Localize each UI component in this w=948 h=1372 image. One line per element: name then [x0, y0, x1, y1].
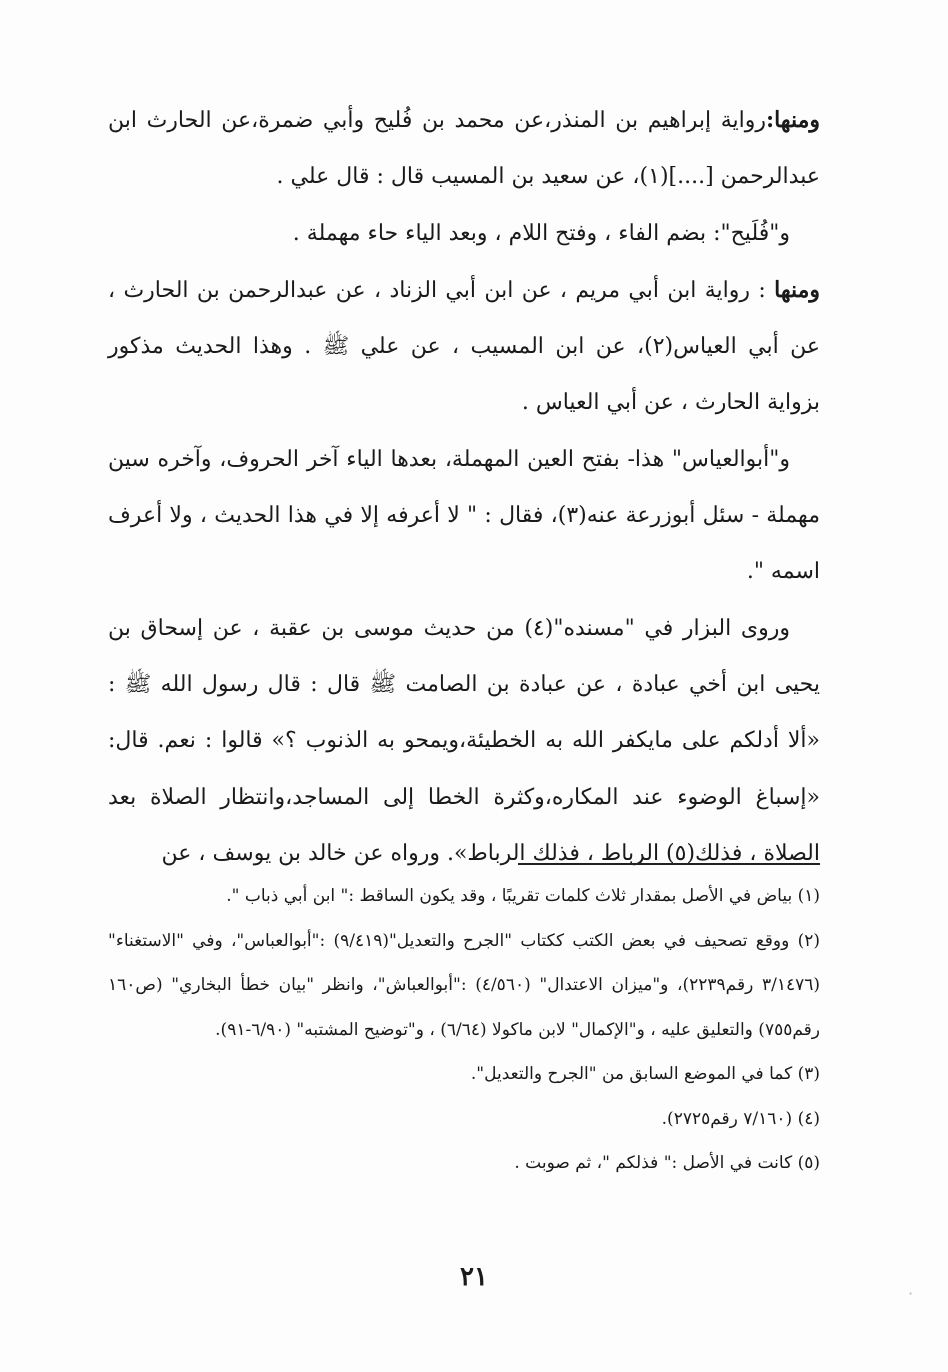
- footnote-2: (٢) ووقع تصحيف في بعض الكتب ككتاب "الجرح والتعديل"(٩/٤١٩) :"أبوالعباس"، وفي "الاستغناء" (٣/١٤٧٦ رقم٢٢٣٩)، و"ميزان الاعتدال" (٤/٥٦٠) :"أبوالعباش"، وانظر "بيان خطأ البخاري" (ص١٦٠ رقم٧٥٥) والتعليق عليه ، و"الإكمال" لابن ماكولا (٦/٦٤) ، و"توضيح المشتبه" (٦/٩٠-٩١).: [108, 930, 820, 1040]
- footnote-divider: [518, 863, 820, 865]
- paragraph-2: و"فُلَيح": بضم الفاء ، وفتح اللام ، وبعد الياء حاء مهملة .: [292, 220, 790, 246]
- main-text: [108, 92, 820, 882]
- page-number: ٢١: [460, 1262, 488, 1292]
- paragraph-lead: ومنها: [774, 276, 820, 303]
- footnotes: [108, 874, 820, 1186]
- paragraph-text: : رواية ابن أبي مريم ، عن ابن أبي الزناد ، عن عبدالرحمن بن الحارث ، عن أبي العياس(٢)، عن ابن المسيب ، عن علي ﷺ . وهذا الحديث مذكور بزواية الحارث ، عن أبي العياس .: [108, 277, 820, 416]
- paragraph-3: [108, 262, 820, 432]
- scan-mark: ·: [908, 1284, 914, 1303]
- footnote-5: (٥) كانت في الأصل :" فذلكم "، ثم صوبت .: [514, 1153, 820, 1173]
- footnote-3: (٣) كما في الموضع السابق من "الجرح والتعديل".: [470, 1064, 820, 1084]
- paragraph-lead: ومنها:: [765, 107, 820, 133]
- footnote-1: (١) بياض في الأصل بمقدار ثلاث كلمات تقريبًا ، وقد يكون الساقط :" ابن أبي ذباب ".: [226, 886, 820, 906]
- paragraph-4: و"أبوالعياس" هذا- بفتح العين المهملة، بعدها الياء آخر الحروف، وآخره سين مهملة - سئل أبوزرعة عنه(٣)، فقال : " لا أعرفه إلا في هذا الحديث ، ولا أعرف اسمه ".: [108, 446, 820, 585]
- paragraph-5: وروى البزار في "مسنده"(٤) من حديث موسى بن عقبة ، عن إسحاق بن يحيى ابن أخي عبادة ، عن عبادة بن الصامت ﷺ قال : قال رسول الله ﷺ : «ألا أدلكم على مايكفر الله به الخطيئة،ويمحو به الذنوب ؟» قالوا : نعم. قال: «إسباغ الوضوء عند المكاره،وكثرة الخطا إلى المساجد،وانتظار الصلاة بعد الصلاة ، فذلك(٥) الرباط ، فذلك الرباط». ورواه عن خالد بن يوسف ، عن: [108, 615, 820, 866]
- paragraph-1: [108, 92, 820, 206]
- paragraph-text: رواية إبراهيم بن المنذر،عن محمد بن فُليح وأبي ضمرة،عن الحارث ابن عبدالرحمن [....](١)، عن سعيد بن المسيب قال : قال علي .: [108, 108, 820, 190]
- footnote-4: (٤) (٧/١٦٠ رقم٢٧٢٥).: [661, 1108, 820, 1129]
